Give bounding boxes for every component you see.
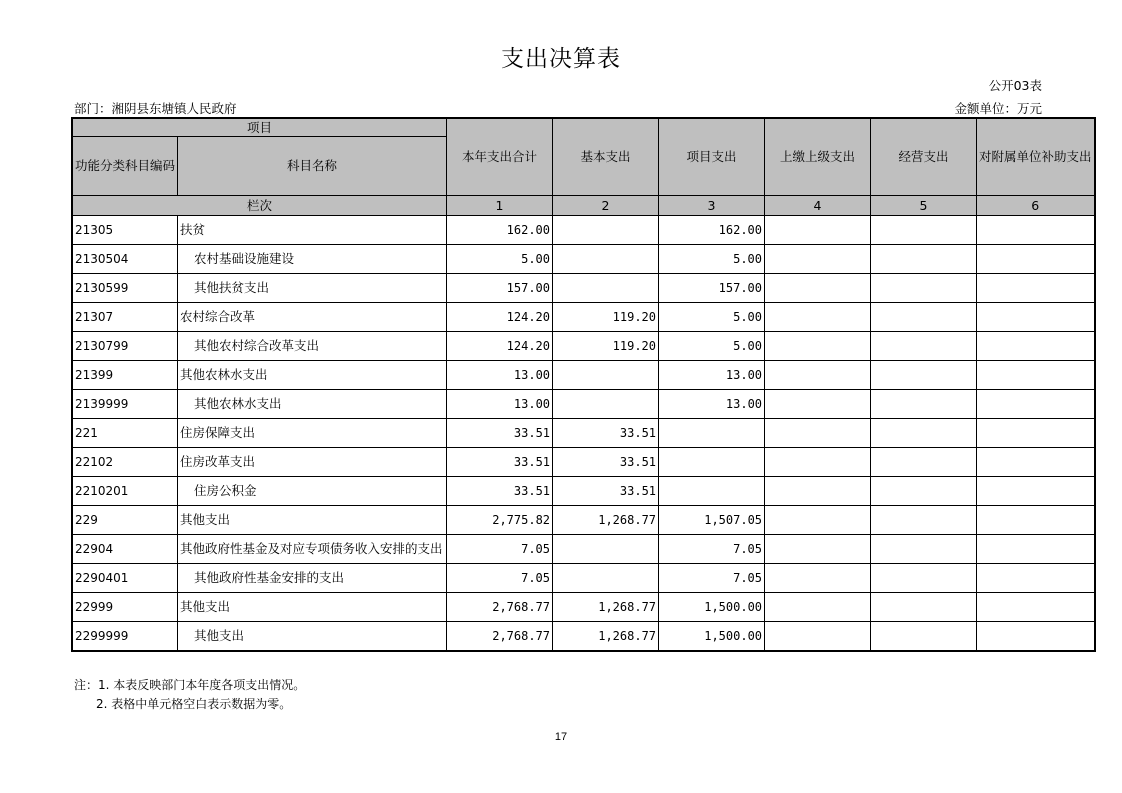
row-project: 157.00 [659,274,765,303]
row-name: 其他扶贫支出 [178,274,447,303]
note-1: 注：1. 本表反映部门本年度各项支出情况。 [74,678,306,692]
row-business [871,593,977,622]
row-upper [765,303,871,332]
table-row [72,361,1095,390]
row-basic: 119.20 [553,303,659,332]
row-business [871,274,977,303]
note-2: 2. 表格中单元格空白表示数据为零。 [96,697,292,711]
row-code: 2130799 [72,332,178,361]
row-upper [765,622,871,652]
table-row [72,390,1095,419]
row-upper [765,390,871,419]
row-subsidy [977,564,1095,593]
row-business [871,245,977,274]
row-business [871,448,977,477]
row-business [871,361,977,390]
row-project: 5.00 [659,245,765,274]
row-subsidy [977,303,1095,332]
row-basic: 1,268.77 [553,506,659,535]
row-project: 1,500.00 [659,593,765,622]
header-col-business: 经营支出 [871,118,977,196]
row-basic [553,216,659,245]
row-project: 5.00 [659,303,765,332]
col-num-6: 6 [977,196,1095,216]
col-num-5: 5 [871,196,977,216]
unit-label: 金额单位：万元 [954,101,1042,116]
row-name: 其他支出 [178,506,447,535]
row-business [871,216,977,245]
row-total: 2,768.77 [447,622,553,652]
row-project: 5.00 [659,332,765,361]
row-subsidy [977,622,1095,652]
row-total: 124.20 [447,303,553,332]
table-row [72,535,1095,564]
row-code: 221 [72,419,178,448]
row-total: 13.00 [447,390,553,419]
row-project: 7.05 [659,564,765,593]
page-number: 17 [554,731,568,743]
page-title: 支出决算表 [501,46,621,72]
table-row [72,477,1095,506]
row-name: 其他农村综合改革支出 [178,332,447,361]
table-row [72,564,1095,593]
row-total: 157.00 [447,274,553,303]
row-name: 其他支出 [178,622,447,652]
row-subsidy [977,274,1095,303]
row-subsidy [977,390,1095,419]
header-lanci: 栏次 [72,196,447,216]
row-upper [765,274,871,303]
row-code: 22904 [72,535,178,564]
header-col-total: 本年支出合计 [447,118,553,196]
table-row [72,448,1095,477]
row-upper [765,535,871,564]
row-subsidy [977,593,1095,622]
row-basic: 119.20 [553,332,659,361]
row-business [871,477,977,506]
row-total: 162.00 [447,216,553,245]
row-upper [765,564,871,593]
col-num-1: 1 [447,196,553,216]
row-basic [553,564,659,593]
row-project: 1,500.00 [659,622,765,652]
row-total: 13.00 [447,361,553,390]
col-num-2: 2 [553,196,659,216]
row-name: 农村基础设施建设 [178,245,447,274]
row-project [659,448,765,477]
row-upper [765,419,871,448]
row-business [871,390,977,419]
row-business [871,332,977,361]
row-total: 33.51 [447,419,553,448]
table-row [72,622,1095,652]
row-total: 7.05 [447,564,553,593]
row-name: 住房公积金 [178,477,447,506]
row-subsidy [977,361,1095,390]
row-subsidy [977,535,1095,564]
row-name: 扶贫 [178,216,447,245]
row-business [871,506,977,535]
row-total: 33.51 [447,448,553,477]
row-total: 5.00 [447,245,553,274]
table-row [72,216,1095,245]
expenditure-table [71,117,1096,652]
row-total: 33.51 [447,477,553,506]
row-subsidy [977,448,1095,477]
row-project [659,419,765,448]
row-name: 住房保障支出 [178,419,447,448]
row-basic: 33.51 [553,477,659,506]
table-row [72,274,1095,303]
row-basic: 1,268.77 [553,593,659,622]
table-row [72,332,1095,361]
row-name: 住房改革支出 [178,448,447,477]
header-code-col: 功能分类科目编码 [72,137,178,196]
row-code: 2139999 [72,390,178,419]
row-name: 其他农林水支出 [178,361,447,390]
row-code: 21307 [72,303,178,332]
row-upper [765,245,871,274]
row-basic [553,361,659,390]
row-code: 2210201 [72,477,178,506]
row-business [871,419,977,448]
row-name: 其他政府性基金及对应专项债务收入安排的支出 [178,535,447,564]
form-code: 公开03表 [988,78,1042,93]
row-code: 2299999 [72,622,178,652]
row-code: 2290401 [72,564,178,593]
row-project: 7.05 [659,535,765,564]
row-upper [765,332,871,361]
row-basic [553,274,659,303]
header-col-project: 项目支出 [659,118,765,196]
row-code: 229 [72,506,178,535]
row-upper [765,216,871,245]
row-project [659,477,765,506]
row-subsidy [977,506,1095,535]
row-project: 13.00 [659,361,765,390]
row-basic: 33.51 [553,419,659,448]
row-total: 2,775.82 [447,506,553,535]
row-business [871,535,977,564]
table-row [72,419,1095,448]
row-code: 2130599 [72,274,178,303]
header-col-upper: 上缴上级支出 [765,118,871,196]
row-basic [553,245,659,274]
row-basic [553,390,659,419]
row-upper [765,593,871,622]
row-total: 124.20 [447,332,553,361]
col-num-3: 3 [659,196,765,216]
header-xiangmu: 项目 [72,118,447,137]
row-project: 1,507.05 [659,506,765,535]
row-project: 162.00 [659,216,765,245]
row-business [871,564,977,593]
table-row [72,245,1095,274]
table-row [72,303,1095,332]
department-label: 部门：湘阴县东塘镇人民政府 [74,101,237,116]
row-business [871,303,977,332]
row-upper [765,361,871,390]
table-row [72,593,1095,622]
row-total: 7.05 [447,535,553,564]
row-business [871,622,977,652]
row-upper [765,448,871,477]
row-subsidy [977,245,1095,274]
header-col-subsidy: 对附属单位补助支出 [977,118,1095,196]
row-name: 其他支出 [178,593,447,622]
row-basic [553,535,659,564]
row-subsidy [977,332,1095,361]
row-subsidy [977,419,1095,448]
row-basic: 33.51 [553,448,659,477]
row-code: 22102 [72,448,178,477]
row-name: 其他政府性基金安排的支出 [178,564,447,593]
row-subsidy [977,216,1095,245]
row-code: 22999 [72,593,178,622]
row-upper [765,506,871,535]
row-name: 其他农林水支出 [178,390,447,419]
row-code: 21305 [72,216,178,245]
header-col-basic: 基本支出 [553,118,659,196]
col-num-4: 4 [765,196,871,216]
row-project: 13.00 [659,390,765,419]
row-total: 2,768.77 [447,593,553,622]
row-name: 农村综合改革 [178,303,447,332]
header-name-col: 科目名称 [178,137,447,196]
row-code: 2130504 [72,245,178,274]
row-subsidy [977,477,1095,506]
row-code: 21399 [72,361,178,390]
row-upper [765,477,871,506]
notes [74,676,305,714]
table-row [72,506,1095,535]
row-basic: 1,268.77 [553,622,659,652]
